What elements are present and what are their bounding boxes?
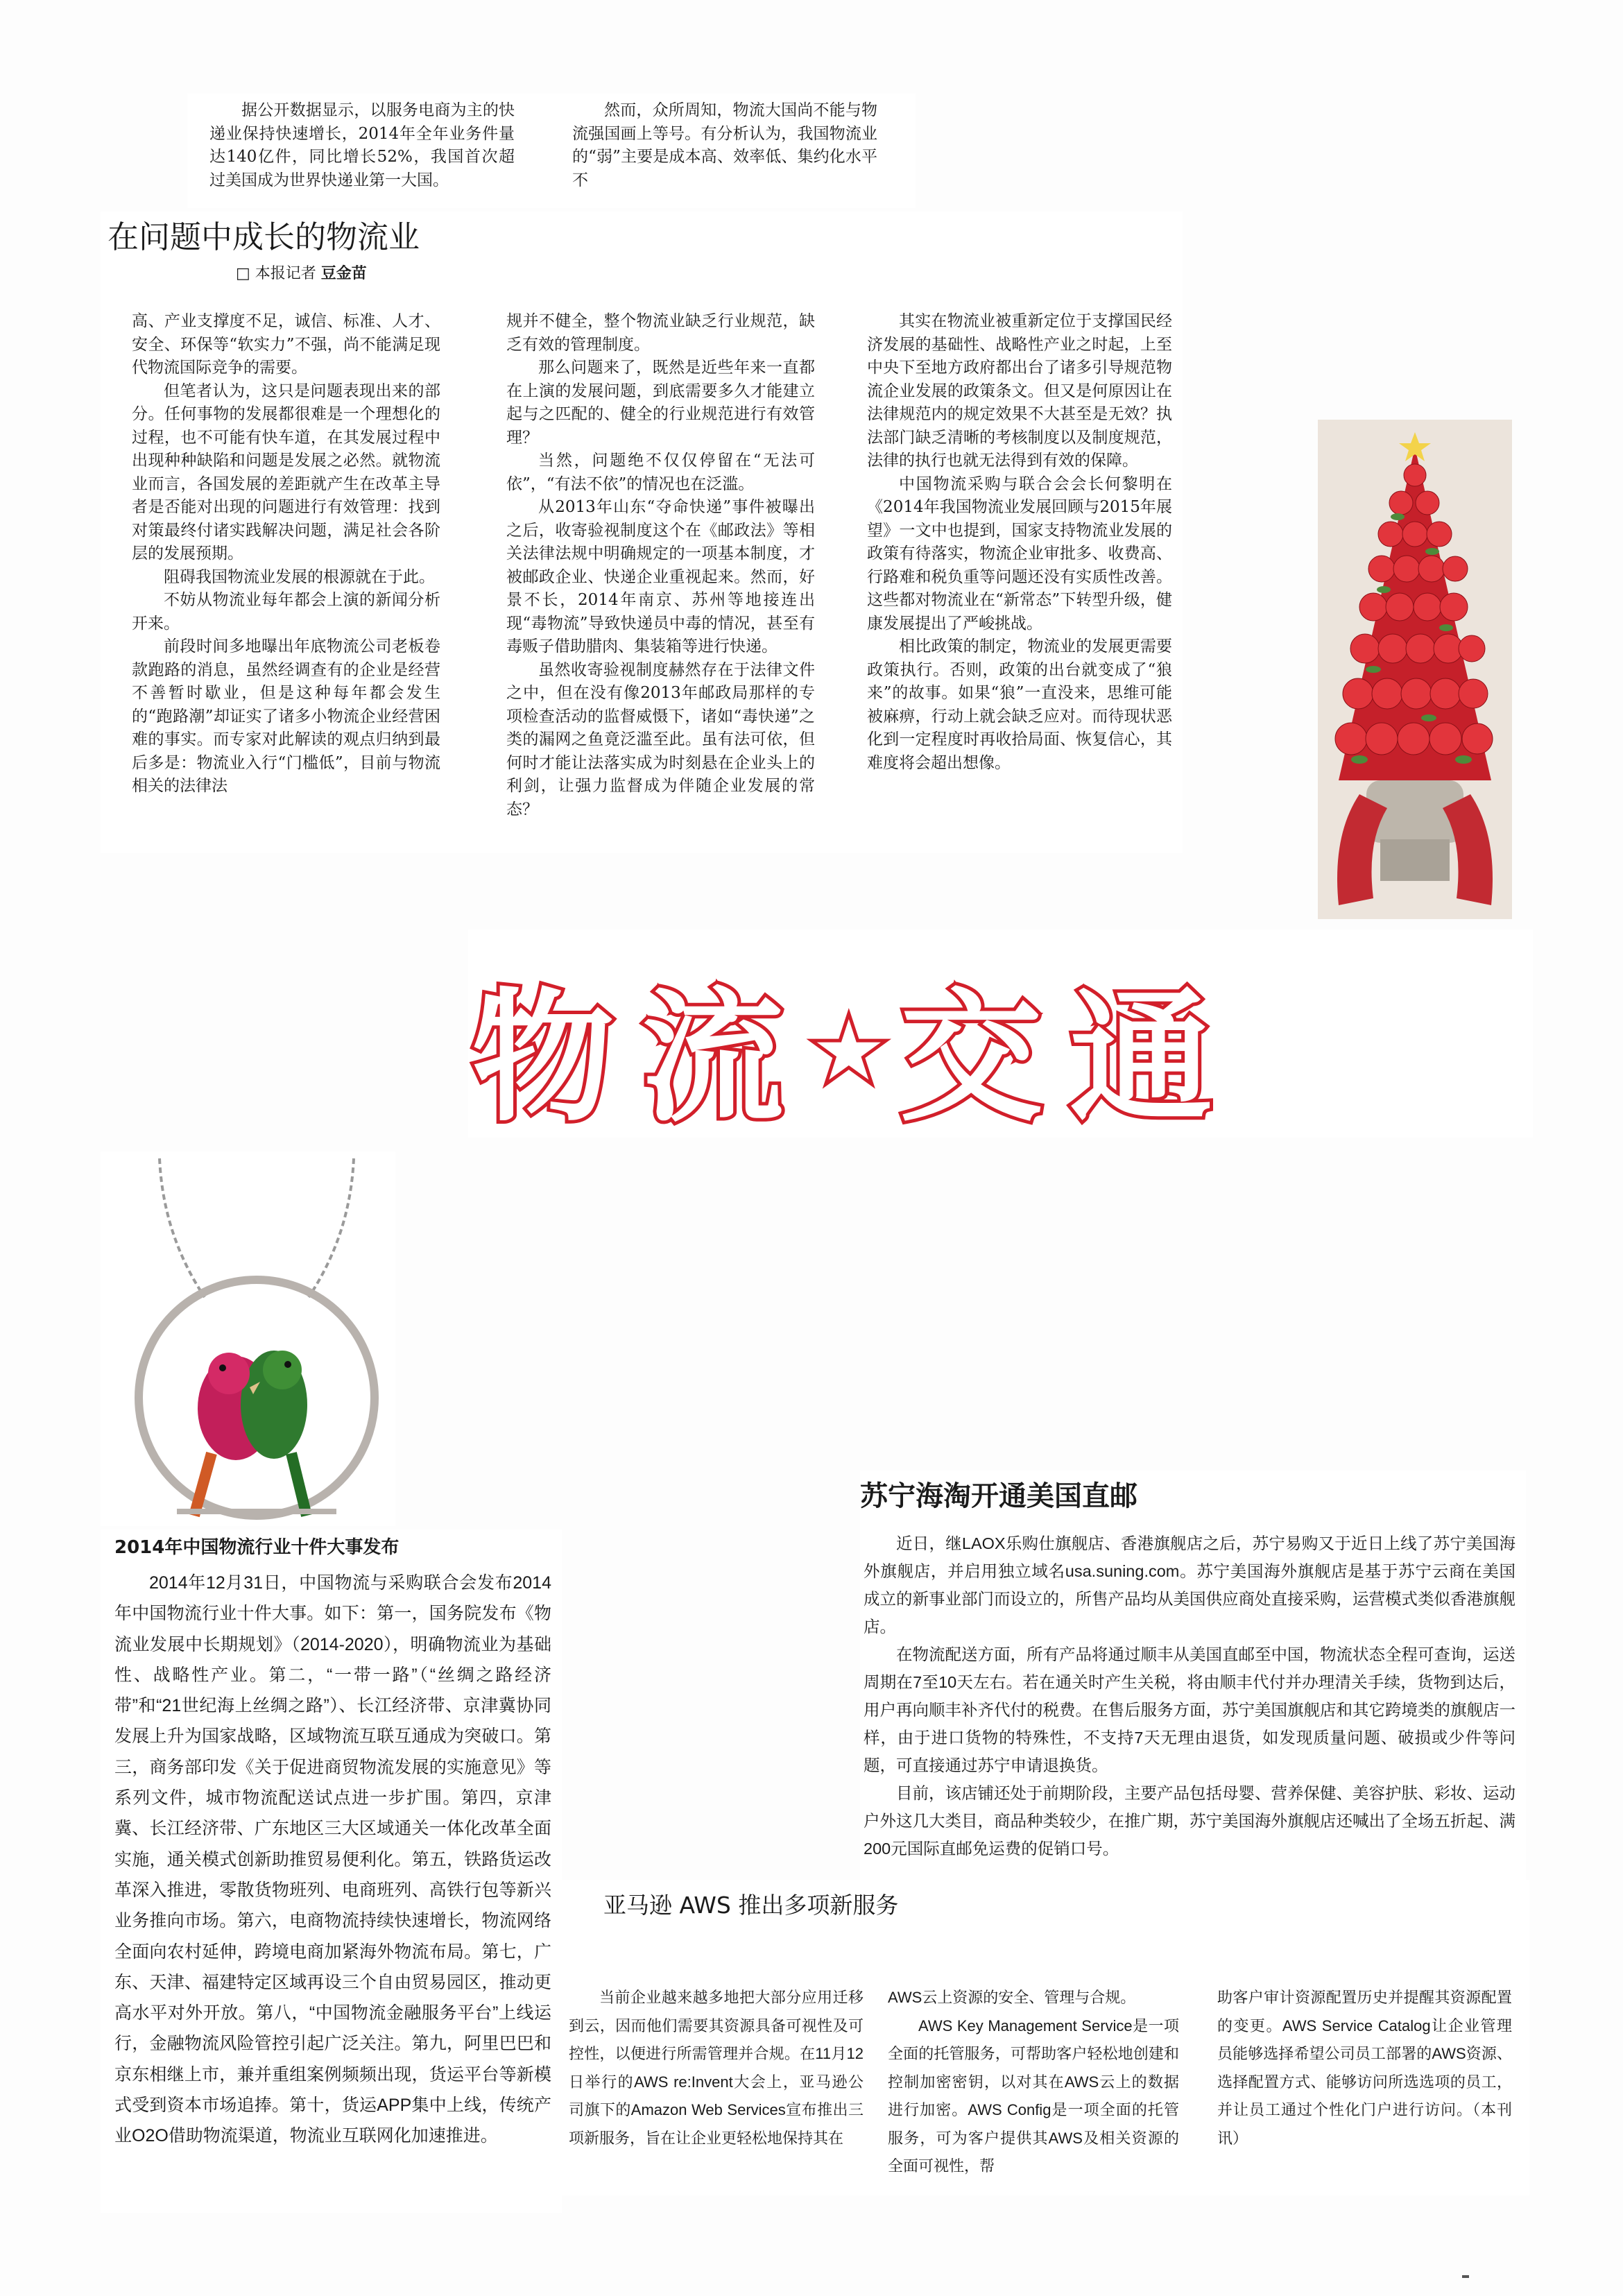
paragraph: 目前，该店铺还处于前期阶段，主要产品包括母婴、营养保健、美容护肤、彩妆、运动户外这几大类目，商品种类较少，在推广期，苏宁美国海外旗舰店还喊出了全场五折起、满200元国际直邮免运费的促销口号。 [864, 1784, 1515, 1858]
article-logistics-growth [101, 212, 1183, 853]
paragraph: 那么问题来了，既然是近些年来一直都在上演的发展问题，到底需要多久才能建立起与之匹配的、健全的行业规范进行有效管理？ [506, 359, 815, 447]
top-snippet-left: 据公开数据显示，以服务电商为主的快递业保持快速增长，2014年全年业务件量达140亿件，同比增长52%，我国首次超过美国成为世界快递业第一大国。 [209, 101, 515, 189]
star-icon: ★ [812, 1003, 900, 1099]
strawberry-tree-image [1318, 420, 1512, 919]
paragraph: 近日，继LAOX乐购仕旗舰店、香港旗舰店之后，苏宁易购又于近日上线了苏宁美国海外旗舰店，并启用独立域名usa.suning.com。苏宁美国海外旗舰店是基于苏宁云商在美国成立的新事业部门而设立的，所售产品均从美国供应商处直接采购，运营模式类似香港旗舰店。 [864, 1534, 1515, 1636]
article-ten-events [101, 1530, 562, 2213]
top-snippet-right: 然而，众所周知，物流大国尚不能与物流强国画上等号。有分析认为，我国物流业的“弱”主要是成本高、效率低、集约化水平不 [572, 101, 877, 189]
paragraph: 前段时间多地曝出年底物流公司老板卷款跑路的消息，虽然经调查有的企业是经营不善暂时歇业，但是这种每年都会发生的“跑路潮”却证实了诸多小物流企业经营困难的事实。而专家对此解读的观点归纳到最后多是：物流业入行“门槛低”，目前与物流相关的法律法 [132, 637, 440, 795]
paragraph: AWS云上资源的安全、管理与合规。 [888, 1989, 1136, 2006]
article4-col2 [888, 1984, 1179, 2181]
paragraph: 从2013年山东“夺命快递”事件被曝出之后，收寄验视制度这个在《邮政法》等相关法律法规中明确规定的一项基本制度，才被邮政企业、快递企业重视起来。然而，好景不长，2014年南京、苏州等地接连出现“毒物流”导致快递员中毒的情况，甚至有毒贩子借助腊肉、集装箱等进行快递。 [506, 498, 815, 656]
article-headline: 亚马逊 AWS 推出多项新服务 [603, 1892, 899, 1919]
article-aws [558, 1880, 1529, 2195]
article2-body [114, 1568, 551, 2152]
paragraph: 相比政策的制定，物流业的发展更需要政策执行。否则，政策的出台就变成了“狼来”的故事。如果“狼”一直没来，思维可能被麻痹，行动上就会缺乏应对。而待现状恶化到一定程度时再收拾局面、恢复信心，其难度将会超出想像。 [867, 637, 1172, 772]
banner-right-text: 交通 [900, 976, 1240, 1141]
paragraph: 当前企业越来越多地把大部分应用迁移到云，因而他们需要其资源具备可视性及可控性，以便进行所需管理并合规。在11月12日举行的AWS re:Invent大会上，亚马逊公司旗下的Amazon Web Services宣布推出三项新服务，旨在让企业更轻松地保持其在 [569, 1989, 864, 2147]
strawberry-tree-photo [1318, 420, 1512, 919]
paragraph: 高、产业支撑度不足，诚信、标准、人才、安全、环保等“软实力”不强，尚不能满足现代物流国际竞争的需要。 [132, 312, 440, 377]
article1-col1 [132, 310, 440, 798]
paragraph: 但笔者认为，这只是问题表现出来的部分。任何事物的发展都很难是一个理想化的过程，也不可能有快车道，在其发展过程中出现种种缺陷和问题是发展之必然。就物流业而言，各国发展的差距就产生在改革主导者是否能对出现的问题进行有效管理：找到对策最终付诸实践解决问题，满足社会各阶层的发展预期。 [132, 382, 440, 563]
article-suning [860, 1471, 1526, 1901]
paragraph: AWS Key Management Service是一项全面的托管服务，可帮助客户轻松地创建和控制加密密钥，以对其在AWS云上的数据进行加密。AWS Config是一项全面的托管服务，可为客户提供其AWS及相关资源的全面可视性，帮 [888, 2016, 1179, 2175]
paragraph: 在物流配送方面，所有产品将通过顺丰从美国直邮至中国，物流状态全程可查询，运送周期在7至10天左右。若在通关时产生关税，将由顺丰代付并办理清关手续，货物到达后，用户再向顺丰补齐代付的税费。在售后服务方面，苏宁美国旗舰店和其它跨境类的旗舰店一样，由于进口货物的特殊性，不支持7天无理由退货，如发现质量问题、破损或少件等问题，可直接通过苏宁申请退换货。 [864, 1645, 1515, 1774]
article3-body [864, 1530, 1515, 1862]
paragraph: 虽然收寄验视制度赫然存在于法律文件之中，但在没有像2013年邮政局那样的专项检查活动的监督威慑下，诸如“毒快递”之类的漏网之鱼竟泛滥至此。虽有法可依，但何时才能让法落实成为时刻悬在企业头上的利剑，让强力监督成为伴随企业发展的常态？ [506, 660, 815, 819]
paragraph: 2014年12月31日，中国物流与采购联合会发布2014年中国物流行业十件大事。如下：第一，国务院发布《物流业发展中长期规划》（2014-2020），明确物流业为基础性、战略性产业。第二，“一带一路”（“丝绸之路经济带”和“21世纪海上丝绸之路”）、长江经济带、京津冀协同发展上升为国家战略，区域物流互联互通成为突破口。第三，商务部印发《关于促进商贸物流发展的实施意见》等系列文件，城市物流配送试点进一步扩围。第四，京津冀、长江经济带、广东地区三大区域通关一体化改革全面实施，通关模式创新助推贸易便利化。第五，铁路货运改革深入推进，零散货物班列、电商班列、高铁行包等新兴业务推向市场。第六，电商物流持续快速增长，物流网络全面向农村延伸，跨境电商加紧海外物流布局。第七，广东、天津、福建特定区域再设三个自由贸易园区，推动更高水平对外开放。第八，“中国物流金融服务平台”上线运行，金融物流风险管控引起广泛关注。第九，阿里巴巴和京东相继上市，兼并重组案例频频出现，货运平台等新模式受到资本市场追捧。第十，货运APP集中上线，传统产业O2O借助物流渠道，物流业互联网化加速推进。 [114, 1573, 551, 2146]
paragraph: 规并不健全，整个物流业缺乏行业规范，缺乏有效的管理制度。 [506, 312, 815, 354]
parrot-necklace-photo [101, 1151, 395, 1526]
paragraph: 阻碍我国物流业发展的根源就在于此。 [164, 567, 435, 586]
article1-col2 [506, 310, 815, 821]
article4-col3 [1217, 1984, 1512, 2152]
article1-col3 [867, 310, 1172, 775]
byline: □ 本报记者 豆金苗 [236, 265, 367, 282]
scan-mark [1462, 2275, 1469, 2278]
article-headline: 苏宁海淘开通美国直邮 [860, 1480, 1137, 1512]
paragraph: 当然，问题绝不仅仅停留在“无法可依”，“有法不依”的情况也在泛滥。 [506, 452, 815, 493]
article-headline: 在问题中成长的物流业 [108, 219, 420, 255]
article4-col1 [569, 1984, 864, 2152]
paragraph: 中国物流采购与联合会会长何黎明在《2014年我国物流业发展回顾与2015年展望》一文中也提到，国家支持物流业发展的政策有待落实，物流企业审批多、收费高、行路难和税负重等问题还没有实质性改善。这些都对物流业在“新常态”下转型升级，健康发展提出了严峻挑战。 [867, 474, 1172, 633]
article-headline: 2014年中国物流行业十件大事发布 [114, 1537, 400, 1558]
banner-left-text: 物流 [472, 976, 812, 1141]
paragraph: 助客户审计资源配置历史并提醒其资源配置的变更。AWS Service Catalog让企业管理员能够选择希望公司员工部署的AWS资源、选择配置方式、能够访问所选选项的员工，并让员工通过个性化门户进行访问。（本刊讯） [1217, 1989, 1512, 2147]
paragraph: 其实在物流业被重新定位于支撑国民经济发展的基础性、战略性产业之时起，上至中央下至地方政府都出台了诸多引导规范物流企业发展的政策条文。但又是何原因让在法律规范内的规定效果不大甚至是无效？执法部门缺乏清晰的考核制度以及制度规范，法律的执行也就无法得到有效的保障。 [867, 312, 1172, 470]
author-name: 豆金苗 [320, 265, 367, 282]
paragraph: 不妨从物流业每年都会上演的新闻分析开来。 [132, 591, 440, 633]
banner-title [472, 943, 1240, 1148]
top-snippet-clip [187, 94, 916, 208]
necklace-image [101, 1151, 395, 1526]
